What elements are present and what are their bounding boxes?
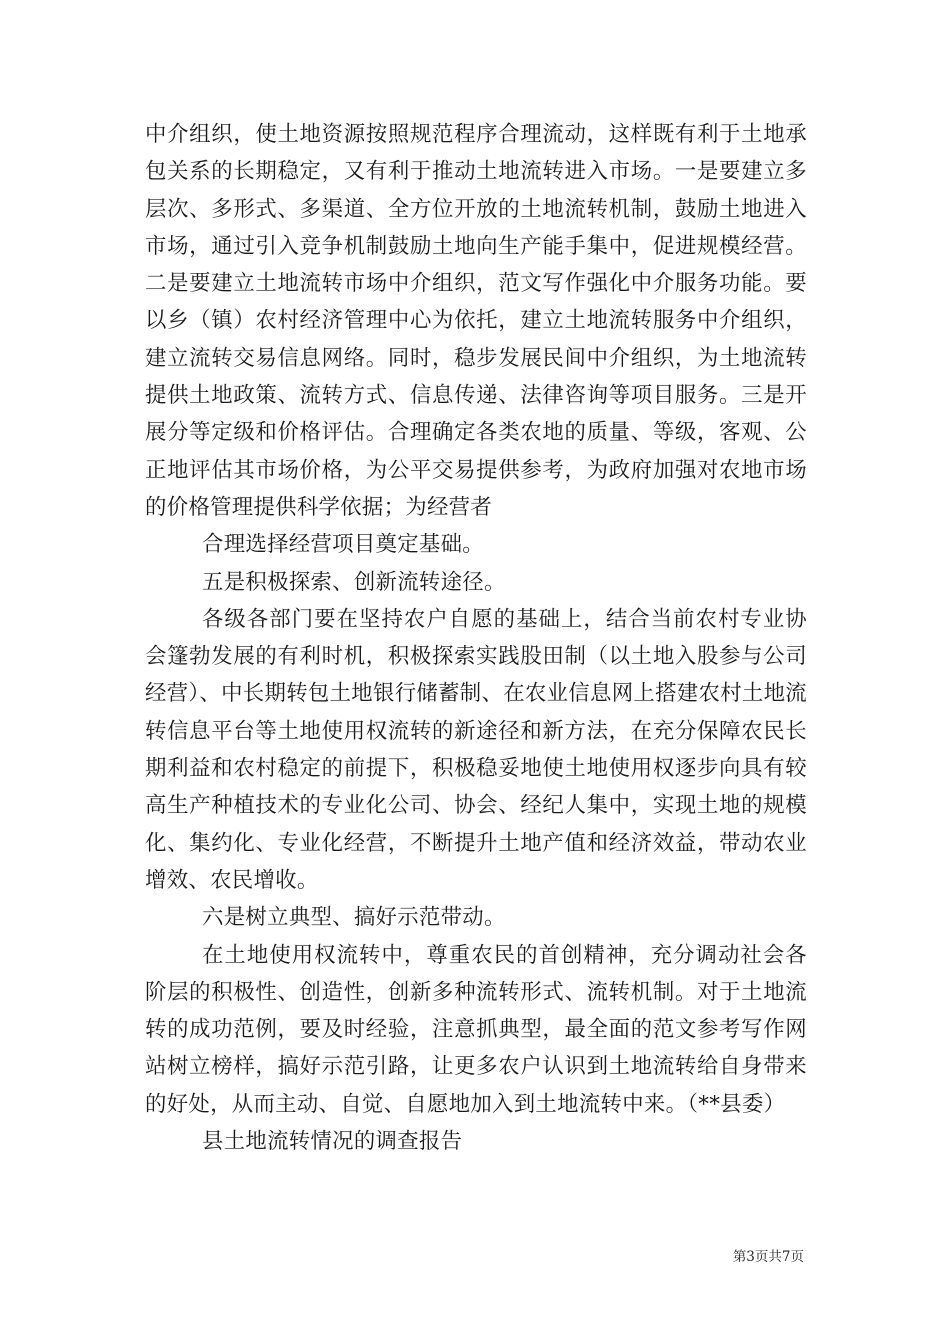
- paragraph-heading-five: 五是积极探索、创新流转途径。: [202, 569, 506, 595]
- paragraph-report-title: 县土地流转情况的调查报告: [202, 1129, 463, 1155]
- document-body: [145, 116, 807, 1160]
- page-number-indicator: 第3页共7页: [732, 1249, 804, 1265]
- paragraph-operation-foundation: 合理选择经营项目奠定基础。: [202, 532, 484, 558]
- paragraph-demonstration: 在土地使用权流转中，尊重农民的首创精神，充分调动社会各阶层的积极性、创造性，创新多种流转形式、流转机制。对于土地流转的成功范例，要及时经验，注意抓典型，最全面的范文参考写作网站树立榜样，搞好示范引路，让更多农户认识到土地流转给自身带来的好处，从而主动、自觉、自愿地加入到土地流转中来。（**县委）: [145, 942, 807, 1117]
- paragraph-explore-new-paths: 各级各部门要在坚持农户自愿的基础上，结合当前农村专业协会篷勃发展的有利时机，积极探索实践股田制（以土地入股参与公司经营）、中长期转包土地银行储蓄制、在农业信息网上搭建农村土地流转信息平台等土地使用权流转的新途径和新方法，在充分保障农民长期利益和农村稳定的前提下，积极稳妥地使土地使用权逐步向具有较高生产种植技术的专业化公司、协会、经纪人集中，实现土地的规模化、集约化、专业化经营，不断提升土地产值和经济效益，带动农业增效、农民增收。: [145, 606, 807, 893]
- paragraph-heading-six: 六是树立典型、搞好示范带动。: [202, 905, 506, 931]
- paragraph-land-circulation-intermediary: 中介组织，使土地资源按照规范程序合理流动，这样既有利于土地承包关系的长期稳定，又有利于推动土地流转进入市场。一是要建立多层次、多形式、多渠道、全方位开放的土地流转机制，鼓励土地进入市场，通过引入竞争机制鼓励土地向生产能手集中，促进规模经营。二是要建立土地流转市场中介组织，范文写作强化中介服务功能。要以乡（镇）农村经济管理中心为依托，建立土地流转服务中介组织，建立流转交易信息网络。同时，稳步发展民间中介组织，为土地流转提供土地政策、流转方式、信息传递、法律咨询等项目服务。三是开展分等定级和价格评估。合理确定各类农地的质量、等级，客观、公正地评估其市场价格，为公平交易提供参考，为政府加强对农地市场的价格管理提供科学依据；为经营者: [145, 122, 807, 520]
